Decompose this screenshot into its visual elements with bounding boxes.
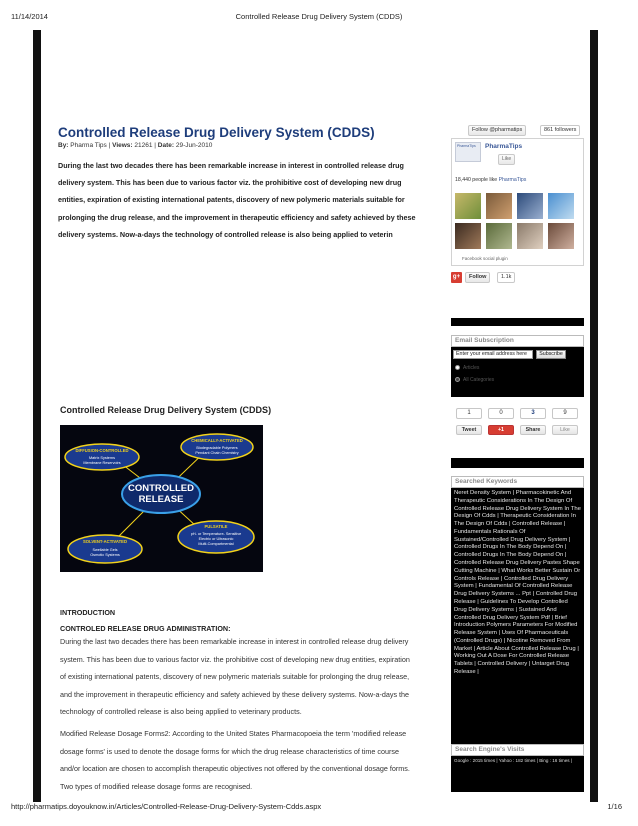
solvent-line: Swellable Gels	[92, 548, 118, 552]
pulsatile-title: PULSATILE	[204, 524, 228, 529]
articles-radio-label: Articles	[463, 365, 480, 371]
intro-heading: INTRODUCTION	[60, 608, 116, 617]
like-count-link[interactable]: PharmaTips	[498, 177, 527, 183]
fan-avatar[interactable]	[548, 223, 574, 249]
chemical-line: Biodegradable Polymers	[196, 446, 238, 450]
search-engine-visits-panel	[451, 744, 584, 792]
gplus-follow-button[interactable]: Follow	[465, 272, 490, 283]
print-url: http://pharmatips.doyouknow.in/Articles/Controlled-Release-Drug-Delivery-System-Cdds.aspx	[11, 802, 322, 811]
chemical-title: CHEMICALLY-ACTIVATED	[191, 438, 243, 443]
print-footer	[0, 802, 638, 814]
divider-band	[451, 318, 584, 326]
fan-avatar[interactable]	[517, 223, 543, 249]
email-subscription-heading: Email Subscription	[451, 335, 584, 347]
mrdf-line: and/or location are chosen to accomplish therapeutic objectives not offered by the conventional dosage forms.	[60, 764, 410, 773]
pulsatile-line: Multi-Compartmental	[198, 542, 234, 546]
center-line: CONTROLLED	[128, 483, 194, 494]
gplus-icon[interactable]: g+	[451, 272, 462, 283]
diffusion-line: Matrix Systems	[89, 456, 115, 460]
meta-views-label: Views:	[112, 142, 133, 149]
mrdf-line: dosage forms' is used to denote the dosage forms for which the drug release characteristics of time course	[60, 746, 399, 756]
mrdf-line: Two types of modified release dosage forms are recognised.	[60, 781, 253, 791]
pulsatile-line: pH- or Temperature- Sensitive	[190, 532, 242, 536]
searched-keywords-heading: Searched Keywords	[451, 476, 584, 488]
article-title[interactable]: Controlled Release Drug Delivery System (CDDS)	[58, 125, 375, 140]
like-count-prefix: 18,440 people like	[455, 177, 499, 183]
figure-title: Controlled Release Drug Delivery System (CDDS)	[60, 405, 272, 415]
print-header	[0, 12, 638, 26]
solvent-title: SOLVENT-ACTIVATED	[83, 539, 127, 544]
pharmatips-logo[interactable]	[455, 142, 481, 162]
search-engine-visits-heading: Search Engine's Visits	[451, 744, 584, 756]
logo-text: PharmaTips	[457, 144, 476, 148]
intro-line: technology of controlled release is also being applied to veterinary products.	[60, 707, 302, 716]
page-content	[41, 30, 590, 802]
diffusion-title: DIFFUSION-CONTROLLED	[75, 448, 129, 453]
meta-date-label: Date:	[157, 142, 175, 149]
solvent-line: Osmotic Systems	[90, 553, 120, 557]
meta-by-label: By:	[58, 142, 69, 149]
mrdf-line: Modified Release Dosage Forms2: According to the United States Pharmacopoeia the term 'modified release	[60, 729, 407, 738]
twitter-follow-button[interactable]: Follow @pharmatips	[468, 125, 526, 136]
divider-band	[451, 458, 584, 468]
lead-line: entities, expiration of existing international patents, discovery of new polymeric materials suitable for	[58, 195, 405, 205]
diffusion-line: Membrane Reservoirs	[83, 461, 121, 465]
share-button[interactable]: Share	[520, 425, 546, 435]
fan-avatar[interactable]	[486, 223, 512, 249]
email-subscription-panel	[451, 335, 584, 397]
center-line: RELEASE	[138, 494, 184, 505]
like-button[interactable]: Like	[552, 425, 578, 435]
lead-line: delivery systems. Now-a-days the technology of controlled release is also being applied to veterin	[58, 229, 393, 239]
gplus-count: 0	[488, 408, 514, 419]
searched-keywords-panel	[451, 476, 584, 739]
mrdf-paragraph	[60, 725, 445, 795]
tweet-count: 1	[456, 408, 482, 419]
article-meta: By: Pharma Tips | Views: 21261 | Date: 29-Jun-2010	[58, 142, 213, 149]
intro-line: and the improvement in therapeutic efficiency and safety achieved by these delivery systems. Now-a-days the	[60, 689, 410, 699]
facebook-plugin-label[interactable]: Facebook social plugin	[462, 256, 508, 261]
print-title: Controlled Release Drug Delivery System (CDDS)	[235, 12, 403, 21]
meta-views: 21261	[134, 142, 153, 149]
share-count: 3	[520, 408, 546, 419]
fan-avatar[interactable]	[455, 193, 481, 219]
all-categories-radio-label: All Categories	[463, 377, 495, 383]
admin-heading: CONTROLED RELEASE DRUG ADMINISTRATION:	[60, 624, 231, 633]
like-count: 9	[552, 408, 578, 419]
print-date: 11/14/2014	[11, 12, 48, 21]
intro-line: of existing international patents, discovery of new polymeric materials suitable for prolonging the drug release,	[60, 672, 410, 681]
articles-radio[interactable]	[455, 365, 460, 370]
email-input[interactable]: Enter your email address here	[453, 350, 533, 359]
fan-avatar[interactable]	[517, 193, 543, 219]
search-engine-visits-text: Google : 2015 times | Yahoo : 182 times | Bing : 16 times |	[454, 758, 573, 763]
facebook-like-button[interactable]: Like	[498, 154, 515, 165]
fan-avatar[interactable]	[486, 193, 512, 219]
meta-author[interactable]: Pharma Tips	[70, 142, 107, 149]
facebook-page-name[interactable]: PharmaTips	[485, 143, 523, 150]
searched-keywords-list[interactable]: Neret Density System | Pharmacokinetic And Therapeutic Considerations In The Design Of Controlled Release Drug Delivery System In The Design Of Cdds | Therapeutic Consideration In The Design Of Cdds | Controlled Release | Fundamentals Rationals Of Sustained/Controlled Drug Delivery System | Controlled Drugs In The Body Depend On | Controlled Drugs In The Body Depend On | Controlled Release Drug Delivery Pastes Shape Cutting Machine | What Works Better Sustain Or Controls Release | Controlled Drug Delivery System | Fundamental Of Controlled Release Drug Delivery Systems ... Ppt | Controlled Drug Release | Guidelines To Develop Controlled Drug Delivery Systems | Sustained And Controlled Drug Delivery System Pdf | Brief Introduction Polymers Parameters For Modified Release System | Uses Of Pharmaceuticals (Controlled Drugs) | Nicotine Removed From Market | Article About Controlled Release Drug | Working Out A Dose For Controlled Release Tablets | Controlled Delivery | Untarget Drug Release |	[454, 490, 581, 675]
tweet-button[interactable]: Tweet	[456, 425, 482, 435]
pulsatile-line: Electric or Ultrasonic	[198, 537, 234, 541]
facebook-like-box	[451, 138, 584, 266]
lead-line: During the last two decades there has been remarkable increase in interest in controlled release drug	[58, 161, 404, 170]
fan-avatar[interactable]	[455, 223, 481, 249]
left-border-bar	[33, 30, 41, 802]
share-counters	[451, 404, 584, 438]
chemical-line: Pendant Chain Chemistry	[195, 451, 239, 455]
right-border-bar	[590, 30, 598, 802]
subscribe-button[interactable]: Subscribe	[536, 350, 566, 359]
cdds-diagram	[60, 425, 263, 572]
lead-line: delivery system. This has been due to various factor viz. the prohibitive cost of developing new drug	[58, 178, 402, 188]
facebook-like-count	[455, 177, 526, 183]
fan-avatar[interactable]	[548, 193, 574, 219]
gplus-follower-count: 1.1k	[497, 272, 515, 283]
all-categories-radio[interactable]	[455, 377, 460, 382]
article-lead	[58, 157, 443, 243]
twitter-followers-count: 861 followers	[540, 125, 580, 136]
page-number: 1/16	[607, 802, 622, 811]
intro-line: system. This has been due to various factor viz. the prohibitive cost of developing new drug entities, expiration	[60, 654, 410, 664]
meta-date: 29-Jun-2010	[175, 142, 213, 149]
intro-line: During the last two decades there has been remarkable increase in interest in controlled release drug delivery	[60, 637, 409, 646]
gplus-one-button[interactable]: +1	[488, 425, 514, 435]
intro-paragraph	[60, 633, 445, 721]
lead-line: prolonging the drug release, and the improvement in therapeutic efficiency and safety achieved by these	[58, 212, 416, 222]
